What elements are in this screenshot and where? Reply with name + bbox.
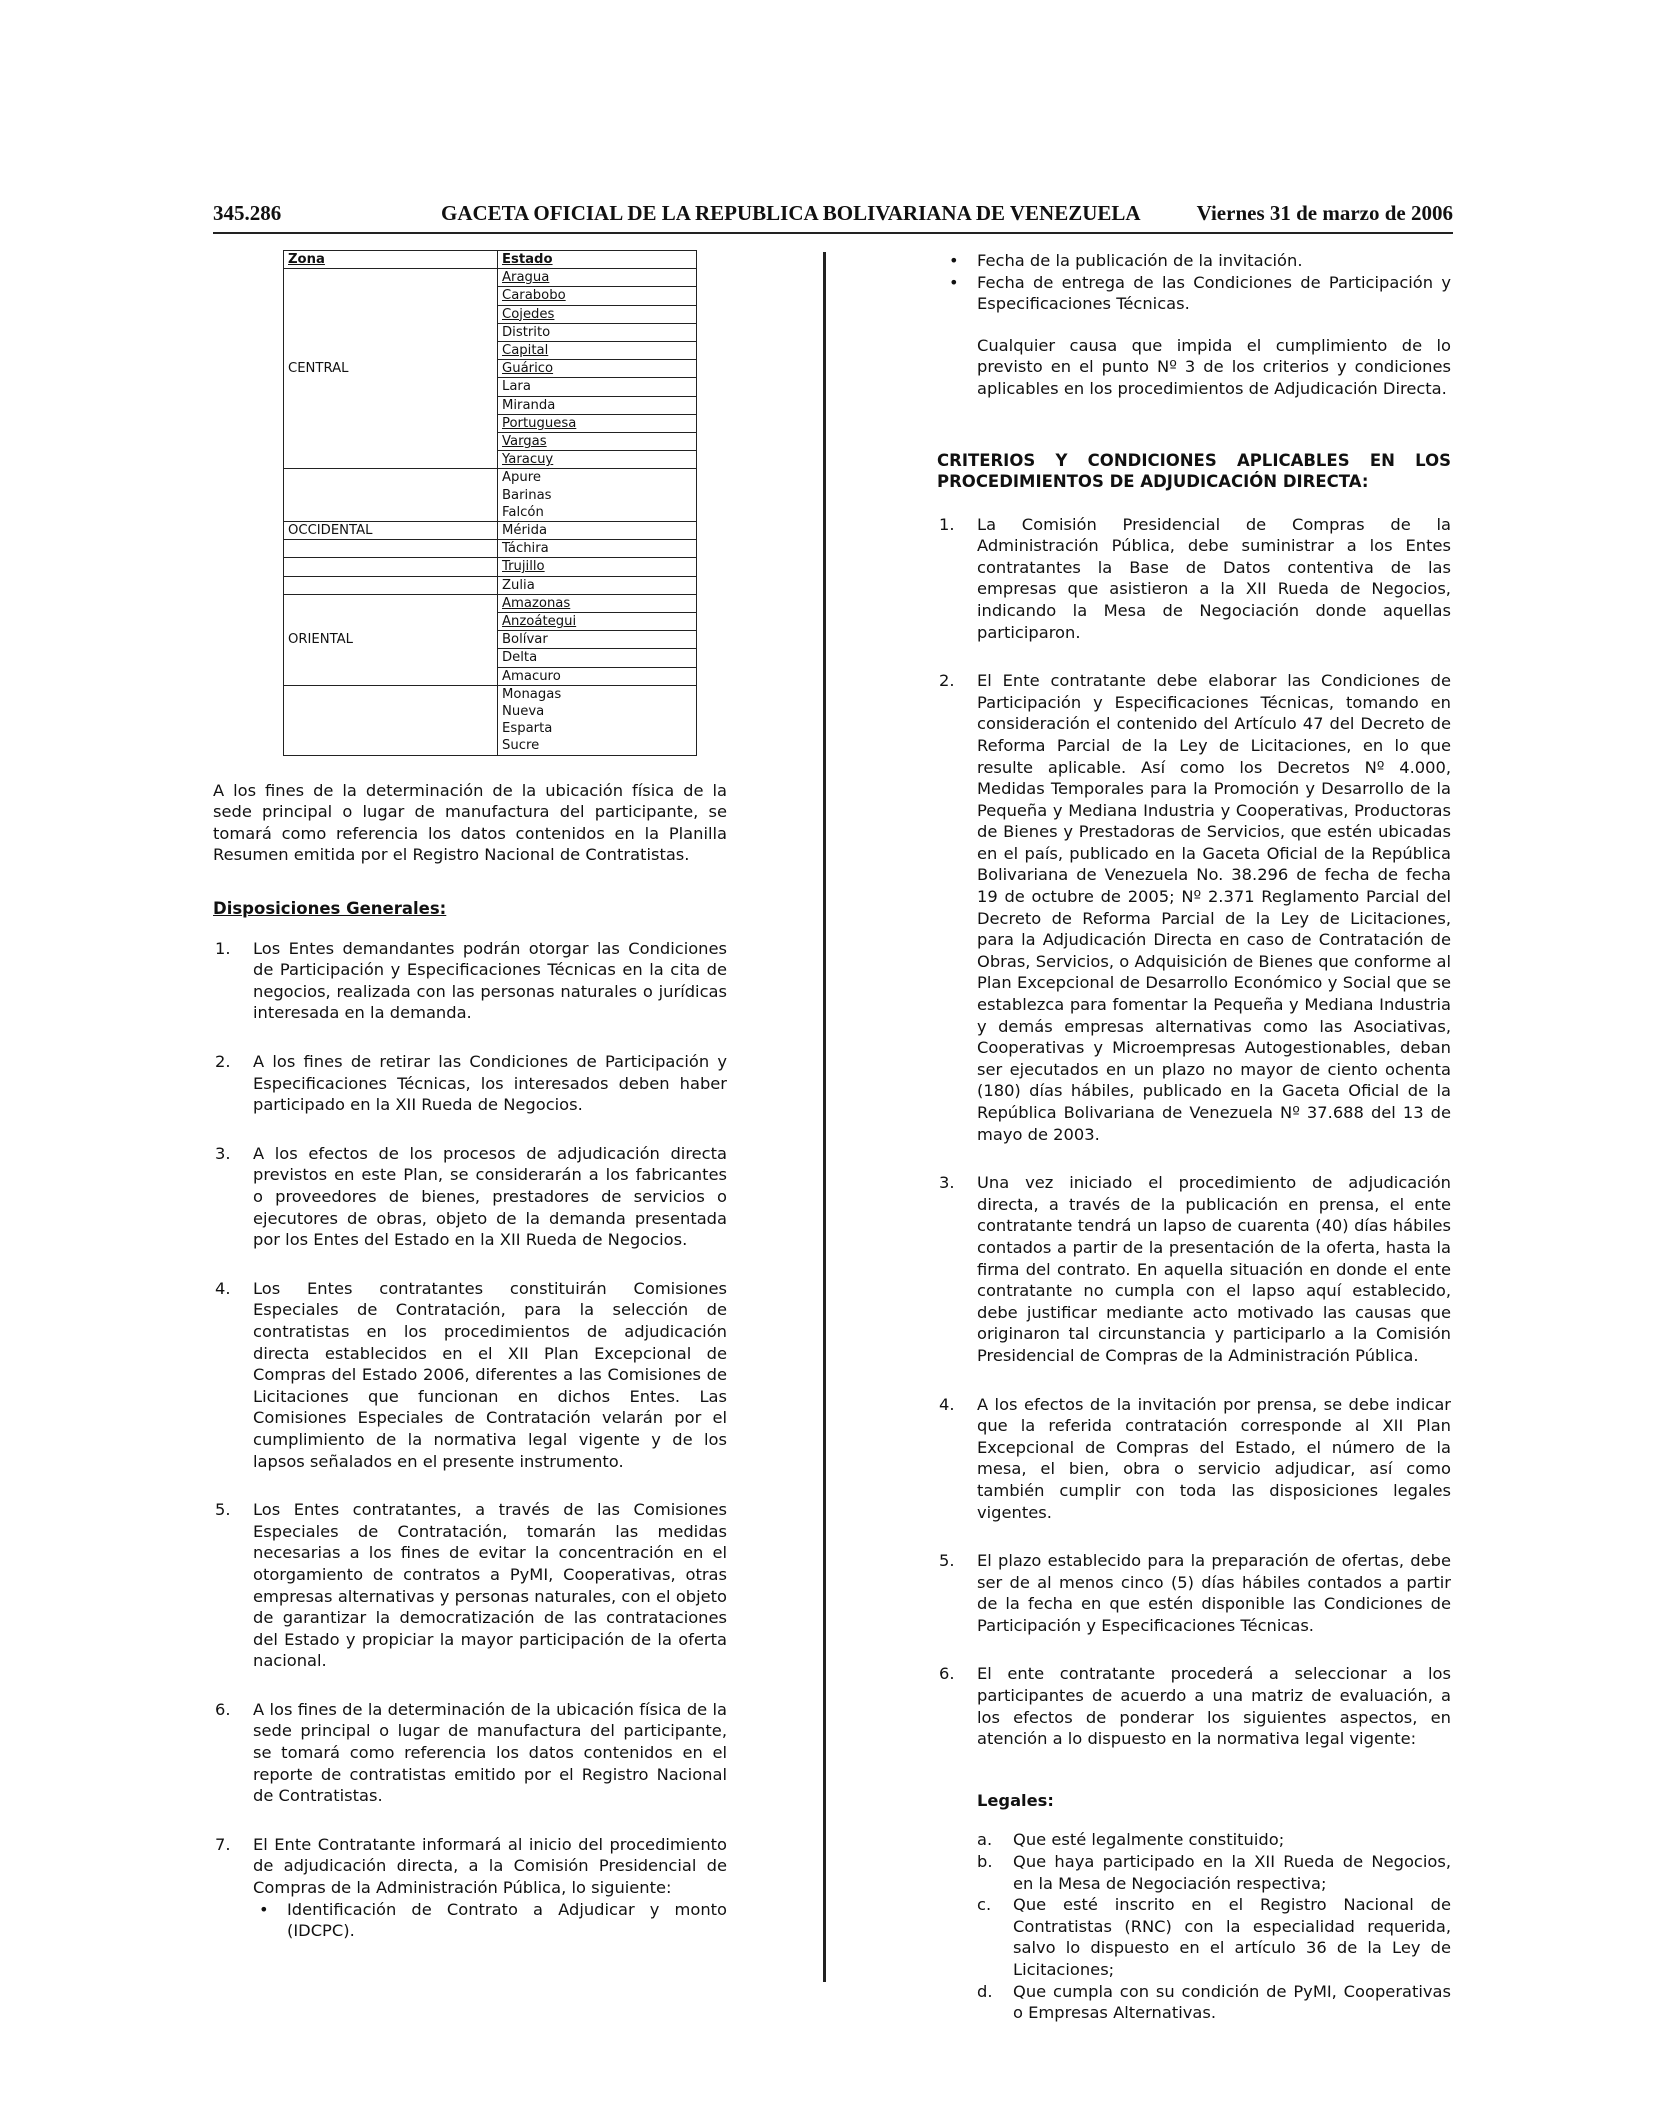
item-letter: c. bbox=[977, 1895, 992, 1915]
item-text: Que cumpla con su condición de PyMI, Cooperativas o Empresas Alternativas. bbox=[1013, 1981, 1451, 2023]
table-row bbox=[284, 522, 697, 540]
state-cell: Trujillo bbox=[498, 558, 697, 576]
zone-header: Zona bbox=[284, 251, 498, 269]
page-header bbox=[213, 201, 1453, 231]
bullet-item bbox=[937, 272, 1451, 315]
state-header: Estado bbox=[498, 251, 697, 269]
list-item bbox=[213, 1278, 727, 1472]
item-number: 5. bbox=[215, 1500, 231, 1520]
state-cell: Guárico bbox=[498, 360, 697, 378]
item-number: 7. bbox=[215, 1834, 231, 1854]
list-item bbox=[213, 1051, 727, 1116]
disposiciones-list bbox=[213, 938, 727, 1942]
header-rule bbox=[213, 232, 1453, 234]
item-number: 6. bbox=[215, 1699, 231, 1719]
item-text: El Ente Contratante informará al inicio del procedimiento de adjudicación directa, a la Comisión Presidencial de Compras de la Administración Pública, lo siguiente: bbox=[253, 1834, 727, 1898]
state-cell: Aragua bbox=[498, 269, 697, 287]
state-line: Barinas bbox=[502, 487, 552, 503]
item-text: El plazo establecido para la preparación de ofertas, debe ser de al menos cinco (5) días hábiles contados a partir de la fecha en que estén disponible las Condiciones de Participación y Especificaciones Técnicas. bbox=[977, 1551, 1451, 1635]
list-item bbox=[937, 1394, 1451, 1524]
item-number: 3. bbox=[939, 1173, 955, 1193]
state-cell: Bolívar bbox=[498, 631, 697, 649]
state-cell: Amacuro bbox=[498, 667, 697, 685]
item7-bullet-list bbox=[253, 1899, 727, 1942]
bullet-text: Identificación de Contrato a Adjudicar y monto (IDCPC). bbox=[287, 1899, 727, 1941]
state-cell: Anzoátegui bbox=[498, 613, 697, 631]
zone-empty-cell bbox=[284, 540, 498, 558]
state-cell: Cojedes bbox=[498, 305, 697, 323]
state-cell: Delta bbox=[498, 649, 697, 667]
list-item bbox=[937, 670, 1451, 1145]
legales-heading: Legales: bbox=[977, 1790, 1054, 1810]
item-text: El ente contratante procederá a seleccionar a los participantes de acuerdo a una matriz de evaluación, a los efectos de ponderar los siguientes aspectos, en atención a lo dispuesto en la normativa legal vigente: bbox=[977, 1664, 1451, 1749]
state-cell: Carabobo bbox=[498, 287, 697, 305]
table-row bbox=[284, 558, 697, 576]
item-text: A los fines de la determinación de la ubicación física de la sede principal o lugar de manufactura del participante, se tomará como referencia los datos contenidos en el reporte de contratistas emitido por el Registro Nacional de Contratistas. bbox=[253, 1699, 727, 1806]
item-text: A los efectos de la invitación por prensa, se debe indicar que la referida contratación corresponde al XII Plan Excepcional de Compras del Estado, el número de la mesa, el bien, obra o servicio adjudicar, así como también cumplir con toda las disposiciones legales vigentes. bbox=[977, 1394, 1451, 1522]
table-row bbox=[284, 469, 697, 522]
left-column bbox=[213, 250, 727, 1942]
column-divider bbox=[823, 252, 826, 1982]
page-number: 345.286 bbox=[213, 201, 282, 225]
item-letter: a. bbox=[977, 1830, 993, 1850]
item-letter: d. bbox=[977, 1981, 993, 2001]
table-row bbox=[284, 576, 697, 594]
state-cell: Capital bbox=[498, 342, 697, 360]
list-item bbox=[213, 1143, 727, 1251]
state-cell: Amazonas bbox=[498, 594, 697, 612]
state-line: Falcón bbox=[502, 504, 544, 520]
zone-state-table bbox=[283, 250, 697, 756]
state-cell: Vargas bbox=[498, 433, 697, 451]
item-number: 1. bbox=[215, 938, 231, 958]
right-column bbox=[937, 250, 1451, 2024]
item-number: 5. bbox=[939, 1551, 955, 1571]
state-line: Apure bbox=[502, 470, 541, 486]
item-number: 6. bbox=[939, 1664, 955, 1684]
state-cell: Miranda bbox=[498, 396, 697, 414]
issue-date: Viernes 31 de marzo de 2006 bbox=[1196, 201, 1453, 225]
list-item bbox=[937, 1663, 1451, 1749]
item-text: Los Entes contratantes, a través de las Comisiones Especiales de Contratación, tomarán las medidas necesarias a los fines de evitar la concentración en el otorgamiento de contratos a PyMI, Cooperativas, otras empresas alternativas y personas naturales, con el objeto de garantizar la democratización de las contrataciones del Estado y propiciar la mayor participación de la oferta nacional. bbox=[253, 1500, 727, 1671]
state-cell: Táchira bbox=[498, 540, 697, 558]
state-line: Nueva bbox=[502, 704, 545, 720]
list-item bbox=[937, 1172, 1451, 1366]
zone-empty-cell bbox=[284, 576, 498, 594]
item-number: 2. bbox=[215, 1052, 231, 1072]
state-group-cell bbox=[498, 469, 697, 522]
zone-occidental: OCCIDENTAL bbox=[284, 522, 498, 540]
criteria-list bbox=[937, 514, 1451, 1750]
table-header-row bbox=[284, 251, 697, 269]
criteria-heading: CRITERIOS Y CONDICIONES APLICABLES EN LOS PROCEDIMIENTOS DE ADJUDICACIÓN DIRECTA: bbox=[937, 450, 1451, 491]
bullet-text: Fecha de entrega de las Condiciones de Participación y Especificaciones Técnicas. bbox=[977, 272, 1451, 314]
item-text: Una vez iniciado el procedimiento de adjudicación directa, a través de la publicación en prensa, el ente contratante tendrá un lapso de cuarenta (40) días hábiles contados a partir de la presentación de la oferta, hasta la firma del contrato. En aquella situación en donde el ente contratante no cumpla con el lapso aquí establecido, debe justificar mediante acto motivado las causas que originaron tal circunstancia y participarlo a la Comisión Presidencial de Compras de la Administración Pública. bbox=[977, 1173, 1451, 1365]
list-item bbox=[213, 1834, 727, 1942]
state-line: Sucre bbox=[502, 738, 540, 754]
list-item bbox=[213, 938, 727, 1024]
table-row bbox=[284, 540, 697, 558]
bullet-item bbox=[937, 250, 1451, 272]
item-text: Que esté inscrito en el Registro Nacional de Contratistas (RNC) con la especialidad requerida, salvo lo dispuesto en el artículo 36 de la Ley de Licitaciones; bbox=[1013, 1895, 1451, 1979]
state-cell: Yaracuy bbox=[498, 451, 697, 469]
legales-list bbox=[937, 1829, 1451, 2023]
table-row bbox=[284, 594, 697, 612]
item-number: 4. bbox=[215, 1278, 231, 1298]
state-cell: Portuguesa bbox=[498, 414, 697, 432]
state-group-cell bbox=[498, 685, 697, 755]
item-text: Los Entes contratantes constituirán Comisiones Especiales de Contratación, para la selección de contratistas en los procedimientos de adjudicación directa establecidos en el XII Plan Excepcional de Compras del Estado 2006, diferentes a las Comisiones de Licitaciones que funcionan en dichos Entes. Las Comisiones Especiales de Contratación velarán por el cumplimiento de la normativa legal vigente y de los lapsos señalados en el presente instrumento. bbox=[253, 1278, 727, 1471]
state-line: Monagas bbox=[502, 686, 562, 702]
item-text: Los Entes demandantes podrán otorgar las Condiciones de Participación y Especificaciones Técnicas en la cita de negocios, realizada con las personas naturales o jurídicas interesada en la demanda. bbox=[253, 938, 727, 1023]
list-item bbox=[977, 1894, 1451, 1980]
item-text: Que esté legalmente constituido; bbox=[1013, 1830, 1285, 1850]
zone-empty-cell bbox=[284, 469, 498, 522]
right-bullet-list bbox=[937, 250, 1451, 315]
list-item bbox=[977, 1829, 1451, 1851]
list-item bbox=[977, 1981, 1451, 2024]
list-item bbox=[213, 1699, 727, 1807]
zone-oriental: ORIENTAL bbox=[284, 594, 498, 685]
bullet-icon: • bbox=[949, 272, 959, 292]
bullet-item bbox=[253, 1899, 727, 1942]
zone-empty-cell bbox=[284, 558, 498, 576]
item-number: 1. bbox=[939, 514, 955, 534]
state-line: Esparta bbox=[502, 721, 553, 737]
item-text: El Ente contratante debe elaborar las Condiciones de Participación y Especificaciones Técnicas, tomando en consideración el contenido del Artículo 47 del Decreto de Reforma Parcial de la Ley de Licitaciones, en lo que resulte aplicable. Así como los Decretos Nº 4.000, Medidas Temporales para la Promoción y Desarrollo de la Pequeña y Mediana Industria y Cooperativas, Productoras de Bienes y Prestadoras de Servicios, que estén ubicadas en el país, publicado en la Gaceta Oficial de la República Bolivariana de Venezuela No. 38.296 de fecha de fecha 19 de octubre de 2005; Nº 2.371 Reglamento Parcial del Decreto de Reforma Parcial de la Ley de Licitaciones, para la Adjudicación Directa en caso de Contratación de Obras, Servicios, o Adquisición de Bienes que conforme al Plan Excepcional de Desarrollo Económico y Social que se establezca para fomentar la Pequeña y Mediana Industria y demás empresas alternativas como las Asociativas, Cooperativas y Microempresas Autogestionables, deban ser ejecutados en un plazo no mayor de ciento ochenta (180) días hábiles, publicado en la Gaceta Oficial de la República Bolivariana de Venezuela Nº 37.688 del 13 de mayo de 2003. bbox=[977, 671, 1451, 1144]
zone-empty-cell bbox=[284, 685, 498, 755]
gazette-title: GACETA OFICIAL DE LA REPUBLICA BOLIVARIANA DE VENEZUELA bbox=[441, 201, 1141, 225]
zone-central: CENTRAL bbox=[284, 269, 498, 469]
bullet-text: Fecha de la publicación de la invitación. bbox=[977, 251, 1303, 270]
bullet-icon: • bbox=[949, 251, 959, 270]
item-text: A los fines de retirar las Condiciones de Participación y Especificaciones Técnicas, los interesados deben haber participado en la XII Rueda de Negocios. bbox=[253, 1052, 727, 1115]
list-item bbox=[937, 1550, 1451, 1636]
item-number: 3. bbox=[215, 1143, 231, 1163]
list-item bbox=[937, 514, 1451, 644]
item-text: La Comisión Presidencial de Compras de la Administración Pública, debe suministrar a los Entes contratantes la Base de Datos contentiva de las empresas que asistieron a la XII Rueda de Negocios, indicando la Mesa de Negociación donde aquellas participaron. bbox=[977, 514, 1451, 642]
state-cell: Lara bbox=[498, 378, 697, 396]
item-number: 2. bbox=[939, 671, 955, 691]
item-letter: b. bbox=[977, 1852, 993, 1872]
item-text: A los efectos de los procesos de adjudicación directa previstos en este Plan, se considerarán a los fabricantes o proveedores de bienes, prestadores de servicios o ejecutores de obras, objeto de la demanda presentada por los Entes del Estado en la XII Rueda de Negocios. bbox=[253, 1143, 727, 1250]
state-cell: Distrito bbox=[498, 323, 697, 341]
bullet-icon: • bbox=[259, 1899, 269, 1919]
section-heading-disposiciones: Disposiciones Generales: bbox=[213, 899, 447, 919]
right-note-paragraph: Cualquier causa que impida el cumplimiento de lo previsto en el punto Nº 3 de los criterios y condiciones aplicables en los procedimientos de Adjudicación Directa. bbox=[977, 335, 1451, 398]
state-cell: Zulia bbox=[498, 576, 697, 594]
item-number: 4. bbox=[939, 1394, 955, 1414]
list-item bbox=[977, 1851, 1451, 1894]
state-cell: Mérida bbox=[498, 522, 697, 540]
table-row bbox=[284, 269, 697, 287]
list-item bbox=[213, 1499, 727, 1672]
intro-paragraph: A los fines de la determinación de la ubicación física de la sede principal o lugar de manufactura del participante, se tomará como referencia los datos contenidos en la Planilla Resumen emitida por el Registro Nacional de Contratistas. bbox=[213, 780, 727, 865]
table-row bbox=[284, 685, 697, 755]
item-text: Que haya participado en la XII Rueda de Negocios, en la Mesa de Negociación respectiva; bbox=[1013, 1852, 1451, 1893]
